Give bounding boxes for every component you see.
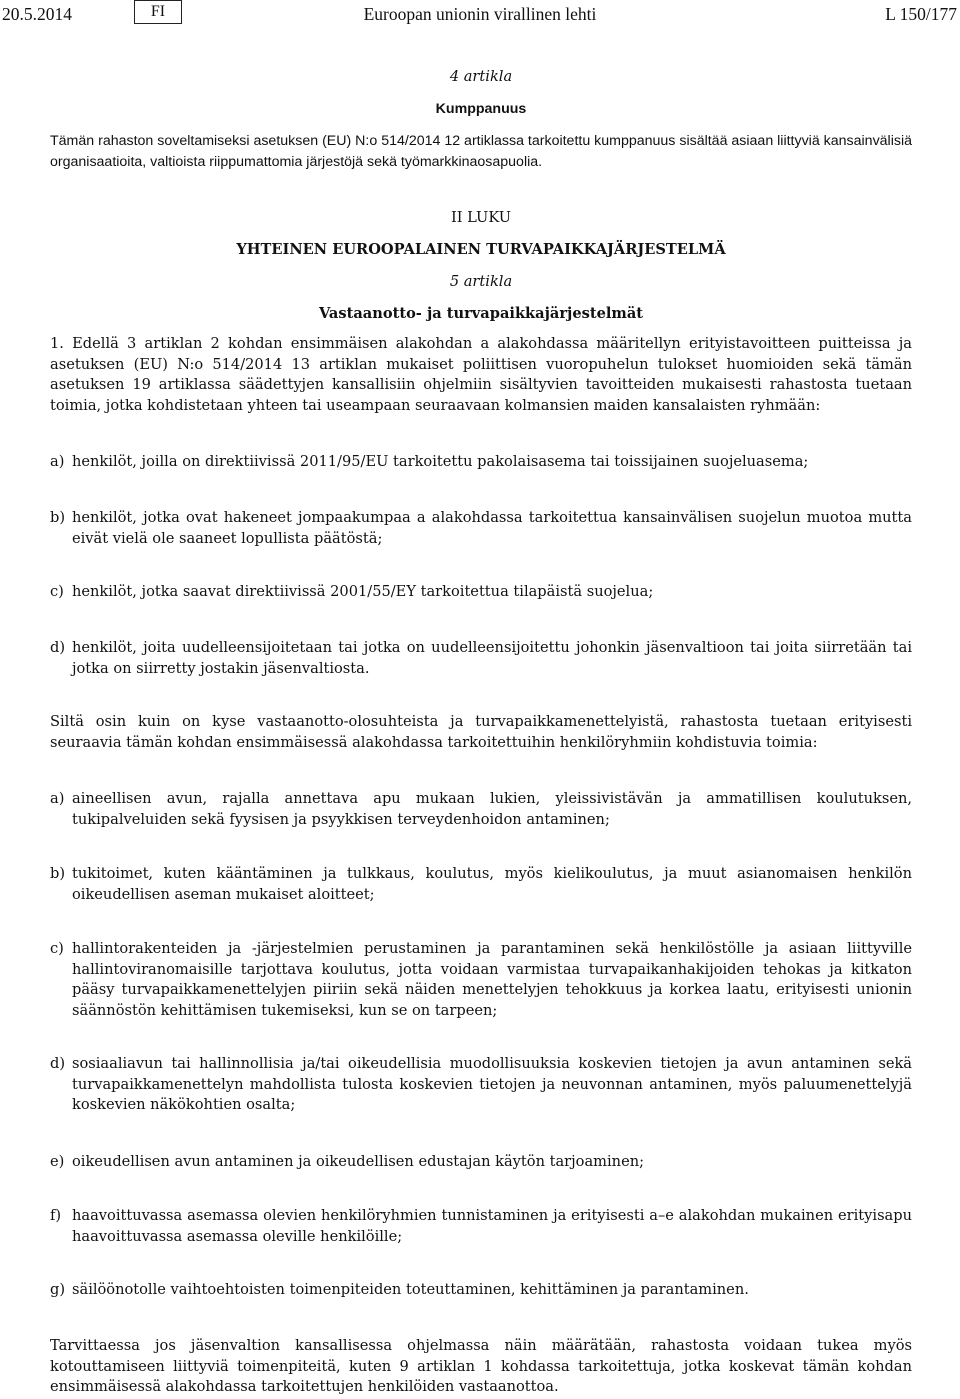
list-item [50, 508, 912, 549]
list-item-text: haavoittuvassa asemassa olevien henkilöryhmien tunnistaminen ja erityisesti a–e alakohdan mukainen erityisapu haavoittuvassa asemassa oleville henkilöille; [72, 1207, 912, 1245]
list-item-text: henkilöt, joita uudelleensijoitetaan tai jotka on uudelleensijoitettu johonkin jäsenvaltioon tai joita siirretään tai jotka on siirretty jostakin jäsenvaltiosta. [72, 639, 912, 677]
list-item-text: hallintorakenteiden ja -järjestelmien perustaminen ja parantaminen sekä henkilöstölle ja asiaan liittyville hallintoviranomaisille tarjottava koulutus, jotta voidaan varmistaa turvapaikanhakijoiden tehokas ja kitkaton pääsy turvapaikkamenettelyjen piiriin sekä näiden menettelyjen tehokkuus ja korkea laatu, erityisesti unionin säännöstön kehittämisen tukemiseksi, kun se on tarpeen; [72, 940, 912, 1019]
list-item [50, 1280, 912, 1301]
list-item [50, 939, 912, 1021]
list-item-label: a) [50, 790, 65, 807]
list-item [50, 638, 912, 679]
journal-title: Euroopan unionin virallinen lehti [363, 4, 597, 24]
article-4-number: 4 artikla [449, 68, 513, 85]
article-5-number: 5 artikla [449, 273, 513, 290]
article-5-paragraph-2: Siltä osin kuin on kyse vastaanotto-olosuhteista ja turvapaikkamenettelyistä, rahastosta tuetaan erityisesti seuraavia tämän kohdan ensimmäisessä alakohdassa tarkoitettuihin henkilöryhmiin kohdistuvia toimia: [50, 713, 912, 751]
page-reference: L 150/177 [885, 4, 957, 24]
publication-date: 20.5.2014 [2, 4, 72, 24]
list-item [50, 1206, 912, 1247]
list-item-label: b) [50, 865, 66, 882]
list-item-label: b) [50, 509, 66, 526]
list-item-text: henkilöt, jotka saavat direktiivissä 2001/55/EY tarkoitettua tilapäistä suojelua; [72, 583, 654, 600]
article-5-paragraph-1: 1. Edellä 3 artiklan 2 kohdan ensimmäisen alakohdan a alakohdassa määritellyn erityistavoitteen puitteissa ja asetuksen (EU) N:o 514/2014 13 artiklan mukaiset poliittisen vuoropuhelun tulokset huomioiden sekä tämän asetuksen 19 artiklassa säädettyjen kansallisiin ohjelmiin sisältyvien tavoitteiden mukaisesti rahastosta tuetaan toimia, jotka kohdistetaan yhteen tai useampaan seuraavaan kolmansien maiden kansalaisten ryhmään: [50, 335, 912, 414]
list-item-text: aineellisen avun, rajalla annettava apu mukaan lukien, yleissivistävän ja ammatillisen koulutuksen, tukipalveluiden sekä fyysisen ja psyykkisen terveydenhoidon antaminen; [72, 790, 912, 828]
article-5-paragraph-3: Tarvittaessa jos jäsenvaltion kansallisessa ohjelmassa näin määrätään, rahastosta voidaan tukea myös kotouttamiseen liittyviä toimenpiteitä, kuten 9 artiklan 1 kohdassa tarkoitettuja, jotka koskevat tämän kohdan ensimmäisessä alakohdassa tarkoitettujen henkilöiden vastaanottoa. [50, 1337, 912, 1395]
page-header [0, 0, 960, 30]
list-item [50, 864, 912, 905]
list-item-label: g) [50, 1281, 66, 1298]
list-item-label: c) [50, 583, 64, 600]
language-badge: FI [134, 0, 182, 24]
list-item-text: tukitoimet, kuten kääntäminen ja tulkkaus, koulutus, myös kielikoulutus, ja muut asianomaisen henkilön oikeudellisen aseman mukaiset aloitteet; [72, 865, 912, 903]
article-4-title: Kumppanuus [435, 101, 527, 117]
list-item-text: säilöönotolle vaihtoehtoisten toimenpiteiden toteuttaminen, kehittäminen ja parantaminen. [72, 1281, 749, 1298]
list-item-text: henkilöt, joilla on direktiivissä 2011/95/EU tarkoitettu pakolaisasema tai toissijainen suojeluasema; [72, 453, 809, 470]
list-item-label: d) [50, 639, 66, 656]
article-4-text: Tämän rahaston soveltamiseksi asetuksen (EU) N:o 514/2014 12 artiklassa tarkoitettu kumppanuus sisältää asiaan liittyviä kansainvälisiä organisaatioita, valtioista riippumattomia järjestöjä sekä työmarkkinaosapuolia. [50, 133, 912, 170]
list-item-text: sosiaaliavun tai hallinnollisia ja/tai oikeudellisia muodollisuuksia koskevien tietojen ja avun antaminen sekä turvapaikkamenettelyn mahdollista tulosta koskevien tietojen ja neuvonnan antaminen, myös paluumenettelyjä koskevien näkökohtien osalta; [72, 1055, 912, 1113]
list-item [50, 1054, 912, 1116]
list-item-label: d) [50, 1055, 66, 1072]
list-item-text: henkilöt, jotka ovat hakeneet jompaakumpaa a alakohdassa tarkoitettua kansainvälisen suojelun muotoa mutta eivät vielä ole saaneet lopullista päätöstä; [72, 509, 912, 547]
chapter-number: II LUKU [450, 209, 512, 226]
list-item-text: oikeudellisen avun antaminen ja oikeudellisen edustajan käytön tarjoaminen; [72, 1153, 645, 1170]
list-item [50, 1152, 912, 1173]
list-item [50, 789, 912, 830]
chapter-title: YHTEINEN EUROOPALAINEN TURVAPAIKKAJÄRJESTELMÄ [236, 241, 726, 258]
list-item-label: c) [50, 940, 64, 957]
article-5-title: Vastaanotto- ja turvapaikkajärjestelmät [318, 305, 644, 322]
list-item-label: a) [50, 453, 65, 470]
list-item-label: e) [50, 1153, 65, 1170]
list-item-label: f) [50, 1207, 62, 1224]
list-item [50, 452, 912, 473]
list-item [50, 582, 912, 603]
